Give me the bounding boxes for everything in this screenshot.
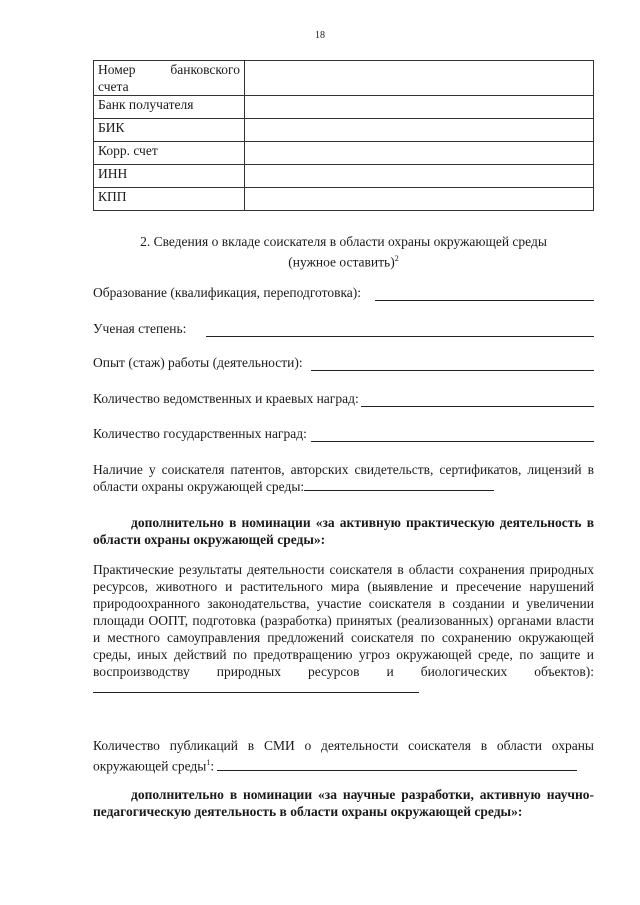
experience-input-line[interactable] (311, 357, 594, 371)
kpp-label: КПП (94, 188, 245, 211)
patents-field (93, 461, 594, 495)
state-awards-field (93, 425, 594, 442)
education-label: Образование (квалификация, переподготовка): (93, 285, 362, 300)
kpp-value[interactable] (245, 188, 594, 211)
inn-value[interactable] (245, 165, 594, 188)
footnote-mark: 1 (206, 758, 211, 767)
bank-name-label: Банк получателя (94, 96, 245, 119)
table-row (94, 61, 594, 96)
degree-field (93, 320, 594, 337)
bank-account-value[interactable] (245, 61, 594, 96)
corr-account-label: Корр. счет (94, 142, 245, 165)
bank-details-table (93, 60, 594, 211)
patents-input-line[interactable] (304, 478, 494, 491)
bank-name-value[interactable] (245, 96, 594, 119)
dept-awards-input-line[interactable] (361, 393, 594, 407)
state-awards-label: Количество государственных наград: (93, 426, 307, 441)
table-row (94, 142, 594, 165)
inn-label: ИНН (94, 165, 245, 188)
state-awards-input-line[interactable] (311, 428, 594, 442)
patents-label: Наличие у соискателя патентов, авторских свидетельств, сертификатов, лицензий в области охраны окружающей среды: (93, 462, 594, 494)
practical-results-input-line[interactable] (93, 680, 419, 693)
degree-input-line[interactable] (206, 323, 594, 337)
practical-results-field (93, 561, 594, 697)
education-input-line[interactable] (375, 287, 594, 301)
section-subtitle: (нужное оставить) (288, 254, 395, 270)
page-number: 18 (315, 30, 325, 41)
bik-value[interactable] (245, 119, 594, 142)
bik-label: БИК (94, 119, 245, 142)
education-field (93, 284, 594, 301)
footnote-mark: 2 (394, 254, 399, 263)
nomination2-title: дополнительно в номинации «за научные разработки, активную научно-педагогическую деятельность в области охраны окружающей среды»: (93, 787, 594, 819)
section-heading: 2. Сведения о вкладе соискателя в области охраны окружающей среды (140, 234, 547, 249)
nomination1-title: дополнительно в номинации «за активную практическую деятельность в области охраны окружающей среды»: (93, 515, 594, 547)
publications-field: Количество публикаций в СМИ о деятельности соискателя в области охраны окружающей среды$^1$: (93, 738, 594, 774)
dept-awards-label: Количество ведомственных и краевых наград: (93, 391, 359, 406)
experience-label: Опыт (стаж) работы (деятельности): (93, 355, 303, 370)
corr-account-value[interactable] (245, 142, 594, 165)
section-title (93, 233, 594, 271)
experience-field (93, 354, 594, 371)
bank-account-label: Номер банковского счета (94, 61, 245, 96)
dept-awards-field (93, 390, 594, 407)
table-row (94, 188, 594, 211)
table-row (94, 96, 594, 119)
degree-label: Ученая степень: (93, 321, 187, 336)
table-row (94, 165, 594, 188)
publications-input-line[interactable] (217, 758, 577, 771)
publications-label: Количество публикаций в СМИ о деятельности соискателя в области охраны окружающей среды (93, 738, 594, 774)
practical-results-label: Практические результаты деятельности соискателя в области сохранения природных ресурсов, животного и растительного мира (выявление и пресечение нарушений природоохранного законодательства, участие соискателя в создании и увеличении площади ООПТ, подготовка (разработка) принятых (реализованных) органами власти и местного самоуправления предложений соискателя по сохранению окружающей среды, иных действий по предотвращению угроз окружающей среде, по защите и воспроизводству природных ресурсов и биологических объектов): (93, 562, 594, 679)
table-row (94, 119, 594, 142)
